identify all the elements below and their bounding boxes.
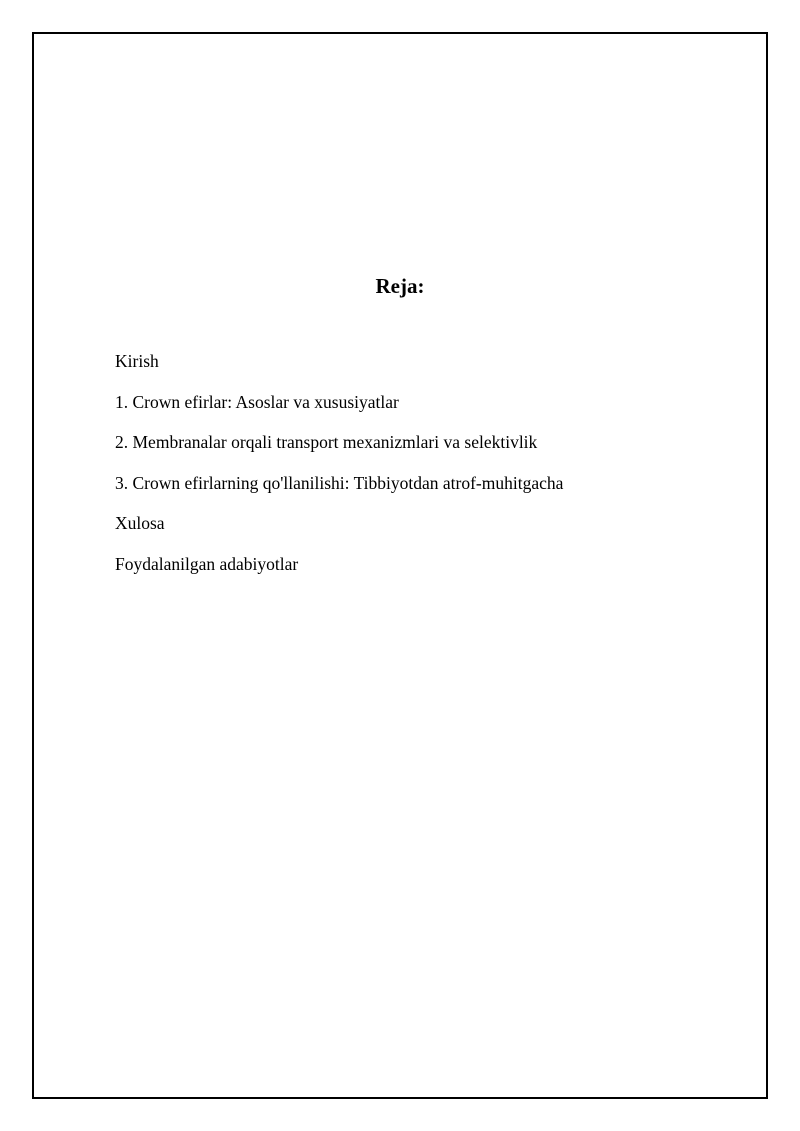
table-of-contents [115,349,563,592]
toc-item-introduction: Kirish [115,351,159,371]
toc-item-chapter-2: 2. Membranalar orqali transport mexanizmlari va selektivlik [115,432,538,452]
toc-item-chapter-3: 3. Crown efirlarning qo'llanilishi: Tibbiyotdan atrof-muhitgacha [115,472,564,493]
page-title: Reja: [375,274,425,298]
toc-item-chapter-1: 1. Crown efirlar: Asoslar va xususiyatlar [115,391,399,412]
toc-item-references: Foydalanilgan adabiyotlar [115,553,299,574]
toc-item-conclusion: Xulosa [115,513,165,533]
